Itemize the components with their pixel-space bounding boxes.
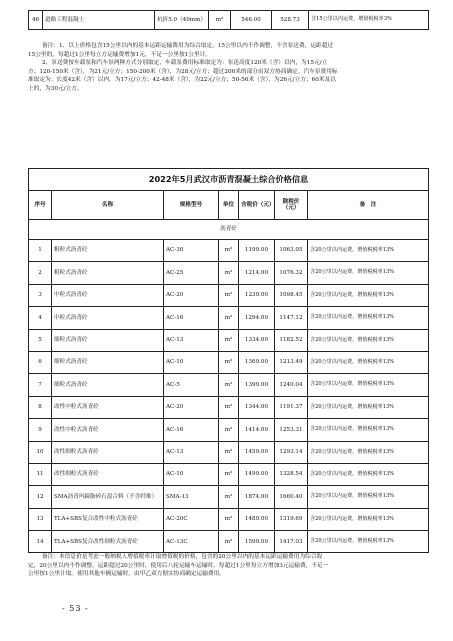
material-spec: AC-5 <box>164 374 219 396</box>
price-with-tax: 546.00 <box>231 11 272 30</box>
note-line: 备注：本信息价是考虑一般纳税人增值税率计取增值税的价格，包含的20公里以内的基本运距运输费用为综合取 <box>42 554 323 560</box>
note-line: 2、泵送费按车载泵和汽车泵两种方式分别取定，车载泵费用标准取定为：泵送高度120米（含）以内，为15元/立 <box>42 60 328 67</box>
material-spec: AC-13 <box>164 441 219 463</box>
price-without-tax: 1213.49 <box>275 351 308 373</box>
row-remark: 含20公里以内运费，增值税税率13% <box>308 329 429 351</box>
row-remark: 含20公里以内运费，增值税税率13% <box>308 463 429 485</box>
material-name: 中粒式沥青砼 <box>52 284 164 306</box>
material-unit: m³ <box>219 419 239 441</box>
material-unit: m³ <box>219 240 239 262</box>
material-name: TLA+SBS复合改性细粒式沥青砼 <box>52 531 164 553</box>
row-remark: 含15公里以内运费，增值税税率3% <box>309 11 429 30</box>
material-unit: m³ <box>219 307 239 329</box>
price-without-tax: 1293.14 <box>275 441 308 463</box>
row-index: 10 <box>29 441 52 463</box>
row-index: 12 <box>29 486 52 508</box>
table-row <box>29 351 429 373</box>
row-remark: 含20公里以内运费，增值税税率13% <box>308 284 429 306</box>
material-unit: m³ <box>219 441 239 463</box>
note-line: 方；120-150米（含），为21元/立方；150-200米（含），为28元/立方；超过200米的部分由双方协商确定。汽车泵费用标 <box>28 68 338 75</box>
price-without-tax: 1660.40 <box>275 486 308 508</box>
row-index: 1 <box>29 240 52 262</box>
material-name: 改性细粒式沥青砼 <box>52 463 164 485</box>
table-row <box>29 419 429 441</box>
table-row <box>29 240 429 262</box>
material-name: 中粒式沥青砼 <box>52 307 164 329</box>
material-spec: AC-20C <box>164 508 219 530</box>
material-name: 细粒式沥青砼 <box>52 374 164 396</box>
header-index: 序号 <box>29 191 52 220</box>
price-without-tax: 1328.54 <box>275 463 308 485</box>
row-index: 8 <box>29 396 52 418</box>
material-spec: SMA-13 <box>164 486 219 508</box>
price-without-tax: 1063.05 <box>275 240 308 262</box>
price-with-tax: 1369.00 <box>239 351 275 373</box>
price-with-tax: 1599.00 <box>239 531 275 553</box>
table-row <box>29 396 429 418</box>
row-remark: 含20公里以内运费，增值税税率13% <box>308 419 429 441</box>
note-line: 定，20公里以内不作调整。运距超过20公里时，使用后八轮运输车运输时，每超过1公里每立方增加3元运输费，不足一 <box>28 562 329 569</box>
table-row <box>29 486 429 508</box>
table-row <box>29 531 429 553</box>
material-unit: m³ <box>219 284 239 306</box>
row-remark: 含20公里以内运费，增值税税率13% <box>308 441 429 463</box>
material-spec: AC-10 <box>164 351 219 373</box>
price-with-tax: 1344.00 <box>239 396 275 418</box>
table-row <box>29 374 429 396</box>
table-row <box>29 307 429 329</box>
material-name: 道路工程混凝土 <box>43 11 155 30</box>
material-name: TLA+SBS复合改性中粒式沥青砼 <box>52 508 164 530</box>
row-index: 46 <box>29 11 43 30</box>
row-remark: 含20公里以内运费，增值税税率13% <box>308 374 429 396</box>
price-without-tax: 1182.52 <box>275 329 308 351</box>
header-price-tax: 含税价（元） <box>239 191 275 220</box>
table-row <box>29 11 429 30</box>
material-name: 粗粒式沥青砼 <box>52 262 164 284</box>
header-remark: 备 注 <box>308 191 429 220</box>
table-body <box>29 240 429 553</box>
price-with-tax: 1399.00 <box>239 374 275 396</box>
row-remark: 含20公里以内运费，增值税税率13% <box>308 262 429 284</box>
table-row <box>29 284 429 306</box>
price-without-tax: 1417.03 <box>275 531 308 553</box>
material-spec: AC-13 <box>164 329 219 351</box>
material-name: 粗粒式沥青砼 <box>52 240 164 262</box>
material-unit: m³ <box>209 11 231 30</box>
row-index: 3 <box>29 284 52 306</box>
row-remark: 含20公里以内运费，增值税税率13% <box>308 396 429 418</box>
price-without-tax: 1319.69 <box>275 508 308 530</box>
material-unit: m³ <box>219 463 239 485</box>
price-with-tax: 1489.00 <box>239 508 275 530</box>
material-name: 改性细粒式沥青砼 <box>52 441 164 463</box>
row-remark: 含20公里以内运费，增值税税率13% <box>308 508 429 530</box>
material-unit: m³ <box>219 486 239 508</box>
price-without-tax: 1240.04 <box>275 374 308 396</box>
concrete-notes <box>28 42 428 94</box>
material-name: 细粒式沥青砼 <box>52 329 164 351</box>
table-title: 2022年5月武汉市沥青混凝土综合价格信息 <box>29 169 429 191</box>
row-index: 6 <box>29 351 52 373</box>
material-spec: AC-16 <box>164 307 219 329</box>
material-spec: AC-20 <box>164 284 219 306</box>
table-row <box>29 463 429 485</box>
note-line: 15公里的，每超过1公里每立方运输费增加1元，不足一公里按1公里计。 <box>28 51 212 58</box>
row-index: 14 <box>29 531 52 553</box>
row-remark: 含20公里以内运费，增值税税率13% <box>308 486 429 508</box>
row-index: 5 <box>29 329 52 351</box>
row-index: 9 <box>29 419 52 441</box>
note-line: 公里按1公里计取。使用其他车辆运输时，由甲乙双方据实协商确定运输费用。 <box>28 571 225 578</box>
material-spec: AC-10 <box>164 463 219 485</box>
material-spec: AC-16 <box>164 419 219 441</box>
row-index: 11 <box>29 463 52 485</box>
header-name: 名称 <box>52 191 164 220</box>
row-remark: 含20公里以内运费，增值税税率13% <box>308 351 429 373</box>
material-name: SMA沥青玛蹄脂碎石混合料（不含纤维） <box>52 486 164 508</box>
header-spec: 规格型号 <box>164 191 219 220</box>
price-with-tax: 1239.00 <box>239 284 275 306</box>
note-line: 准取定为：长度42米（含）以内，为17元/立方；42-48米（含），为22元/立方；50-56米（含），为26元/立方；60米及以 <box>28 77 336 84</box>
category-label: 沥青砼 <box>29 220 429 240</box>
price-with-tax: 1459.00 <box>239 441 275 463</box>
row-index: 2 <box>29 262 52 284</box>
row-index: 4 <box>29 307 52 329</box>
table-row <box>29 262 429 284</box>
asphalt-price-table <box>28 168 429 553</box>
material-spec: 抗折5.0（40mm） <box>155 11 209 30</box>
price-with-tax: 1334.00 <box>239 329 275 351</box>
price-with-tax: 1294.00 <box>239 307 275 329</box>
material-name: 细粒式沥青砼 <box>52 351 164 373</box>
price-with-tax: 1874.00 <box>239 486 275 508</box>
row-remark: 含20公里以内运费，增值税税率13% <box>308 531 429 553</box>
material-spec: AC-25 <box>164 262 219 284</box>
material-unit: m³ <box>219 262 239 284</box>
table-header <box>29 191 429 220</box>
page-number: - 53 - <box>62 604 89 613</box>
material-spec: AC-13C <box>164 531 219 553</box>
note-line: 备注：1、以上价格包含15公里以内的基本运距运输费用为综合取定，15公里以内不作调整，不含泵送费，运距超过 <box>42 43 334 49</box>
concrete-price-table-continued <box>28 10 429 30</box>
material-unit: m³ <box>219 531 239 553</box>
price-without-tax: 528.73 <box>272 11 309 30</box>
price-without-tax: 1147.12 <box>275 307 308 329</box>
row-index: 13 <box>29 508 52 530</box>
row-remark: 含20公里以内运费，增值税税率13% <box>308 240 429 262</box>
price-without-tax: 1098.45 <box>275 284 308 306</box>
price-without-tax: 1191.37 <box>275 396 308 418</box>
table-row <box>29 441 429 463</box>
price-with-tax: 1214.00 <box>239 262 275 284</box>
material-name: 改性中粒式沥青砼 <box>52 419 164 441</box>
asphalt-notes <box>28 553 428 579</box>
material-spec: AC-30 <box>164 240 219 262</box>
price-with-tax: 1499.00 <box>239 463 275 485</box>
note-line: 上的，为30元/立方。 <box>28 85 83 92</box>
material-unit: m³ <box>219 329 239 351</box>
material-unit: m³ <box>219 508 239 530</box>
price-with-tax: 1199.00 <box>239 240 275 262</box>
price-without-tax: 1253.31 <box>275 419 308 441</box>
header-unit: 单位 <box>219 191 239 220</box>
row-index: 7 <box>29 374 52 396</box>
material-name: 改性中粒式沥青砼 <box>52 396 164 418</box>
row-remark: 含20公里以内运费，增值税税率13% <box>308 307 429 329</box>
price-without-tax: 1076.32 <box>275 262 308 284</box>
material-unit: m³ <box>219 396 239 418</box>
price-with-tax: 1414.00 <box>239 419 275 441</box>
material-spec: AC-20 <box>164 396 219 418</box>
material-unit: m³ <box>219 374 239 396</box>
material-unit: m³ <box>219 351 239 373</box>
table-row <box>29 329 429 351</box>
header-price-notax: 除税价（元） <box>275 191 308 220</box>
table-row <box>29 508 429 530</box>
